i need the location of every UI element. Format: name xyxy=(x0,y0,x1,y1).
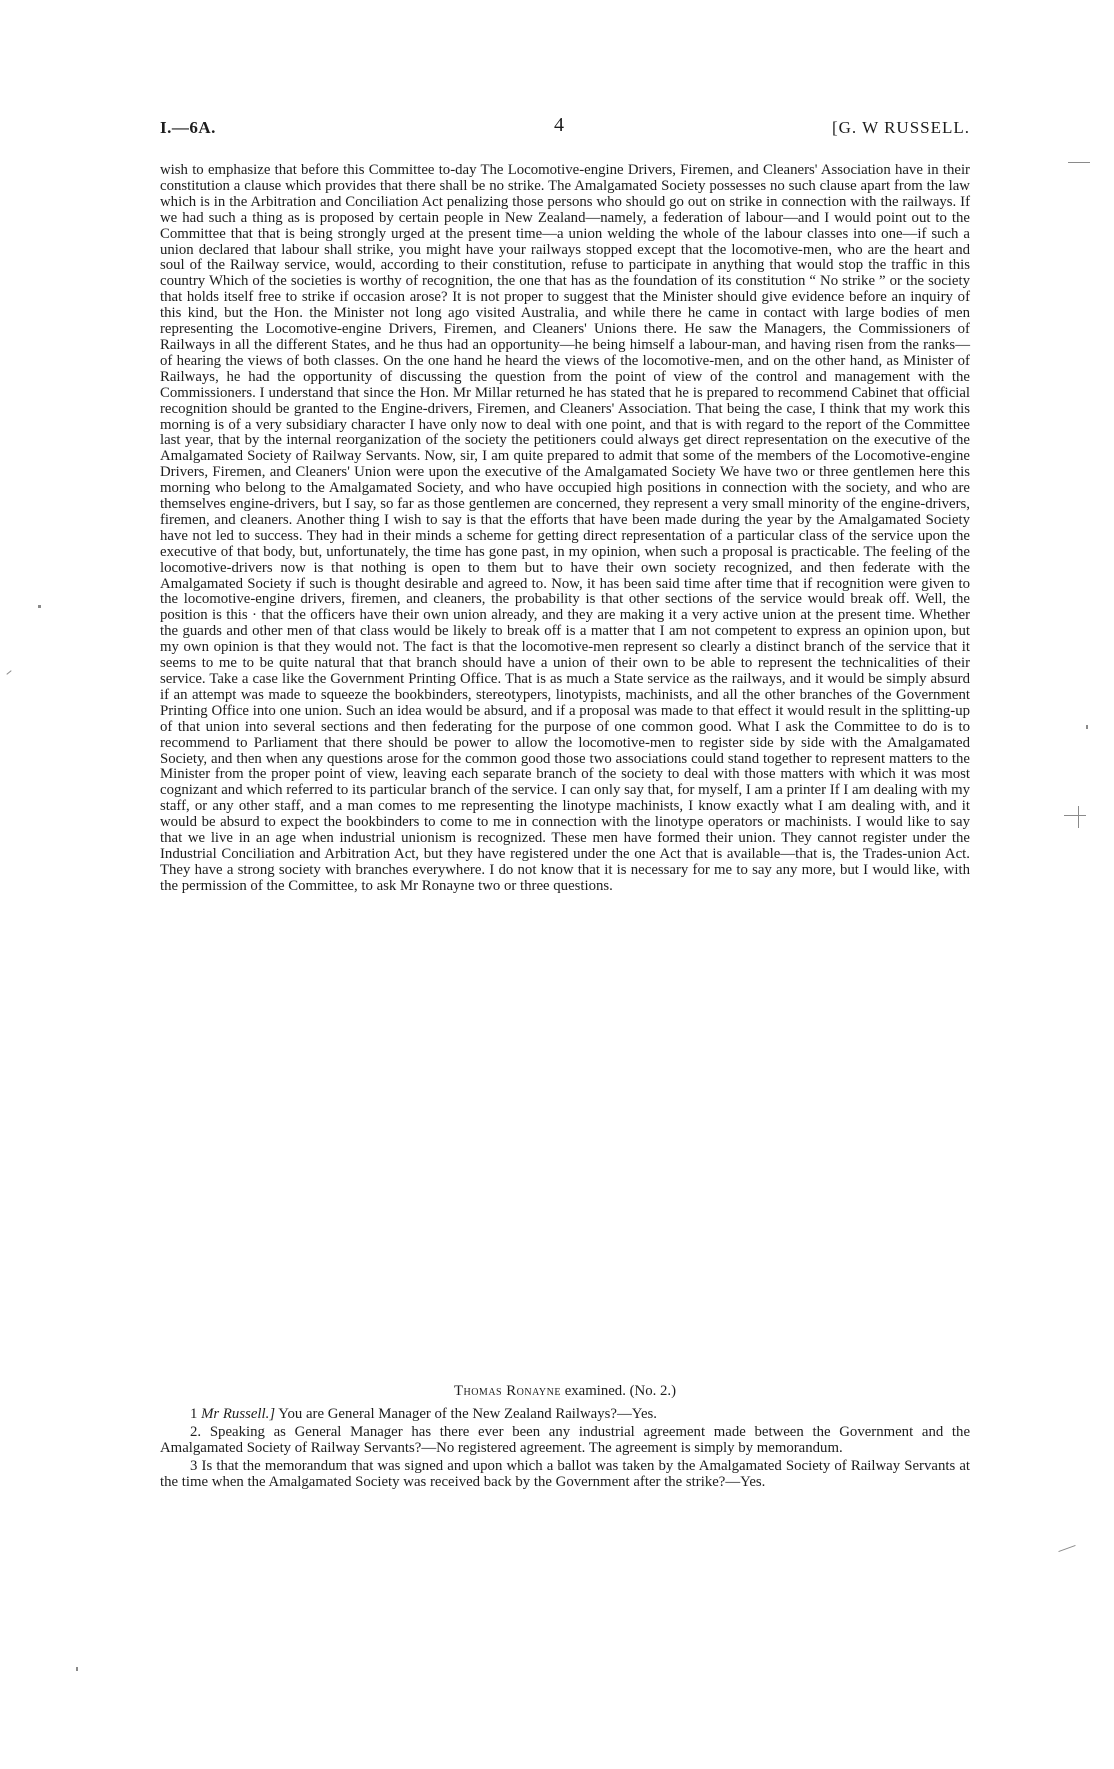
question-text: Speaking as General Manager has there ever been any industrial agreement made between the Government and the Amalgamated Society of Railway Servants?—No registered agreement. The agreement is simply by memorandum. xyxy=(160,1423,971,1456)
page-number: 4 xyxy=(554,114,565,136)
page-header xyxy=(160,114,970,144)
witness-name-header: [G. W RUSSELL. xyxy=(831,118,970,137)
statement-paragraph: wish to emphasize that before this Committee to-day The Locomotive-engine Drivers, Firemen, and Cleaners' Association have in their constitution a clause which provides that there shall be no strike. The Amalgamated Society possesses no such clause apart from the law which is in the Arbitration and Conciliation Act penalizing those persons who should go out on strike in connection with the railways. If we had such a thing as is proposed by certain people in New Zealand—namely, a federation of labour—and I would point out to the Committee that that is being strongly urged at the present time—a union welding the whole of the labour classes into one—if such a union declared that labour shall strike, you might have your railways stopped except that the locomotive-men, who are the heart and soul of the Railway service, would, according to their constitution, refuse to participate in anything that would stop the traffic in this country Which of the societies is worthy of recognition, the one that has as the foundation of its constitution “ No strike ” or the society that holds itself free to strike if occasion arose? It is not proper to suggest that the Minister should give evidence before an inquiry of this kind, but the Hon. the Minister not long ago visited Australia, and while there he came in contact with large bodies of men representing the Locomotive-engine Drivers, Firemen, and Cleaners' Unions there. He saw the Managers, the Commissioners of Railways in all the different States, and he thus had an opportunity—he being himself a labour-man, and having risen from the ranks—of hearing the views of both classes. On the one hand he heard the views of the locomotive-men, and on the other hand, as Minister of Railways, he had the opportunity of discussing the question from the point of view of the control and management with the Commissioners. I understand that since the Hon. Mr Millar returned he has stated that he is prepared to recommend Cabinet that official recognition should be granted to the Engine-drivers, Firemen, and Cleaners' Association. That being the case, I think that my work this morning is of a very subsidiary character I have only now to deal with one point, and that is with regard to the report of the Committee last year, that by the internal reorganization of the society the petitioners could always get direct representation on the executive of the Amalgamated Society of Railway Servants. Now, sir, I am quite prepared to admit that some of the members of the Locomotive-engine Drivers, Firemen, and Cleaners' Union were upon the executive of the Amalgamated Society We have two or three gentlemen here this morning who belong to the Amalgamated Society, and who have occupied high positions in connection with the society, and who are themselves engine-drivers, but I say, so far as those gentlemen are concerned, they represent a very small minority of the engine-drivers, firemen, and cleaners. Another thing I wish to say is that the efforts that have been made during the year by the Amalgamated Society have not led to success. They had in their minds a scheme for getting direct representation of a particular class of the service upon the executive of that body, but, unfortunately, the time has gone past, in my opinion, when such a proposal is practicable. The feeling of the locomotive-drivers now is that nothing is open to them but to have their own society recognized, and then federate with the Amalgamated Society if such is thought desirable and agreed to. Now, it has been said time after time that if recognition were given to the locomotive-engine drivers, firemen, and cleaners, the probability is that other sections of the service would break off. Well, the position is this · that the officers have their own union already, and they are making it a very active union at the present time. Whether the guards and other men of that class would be likely to break off is a matter that I am not competent to express an opinion upon, but my own opinion is that they would not. The fact is that the locomotive-men represent so clearly a distinct branch of the service that it seems to me to be quite natural that that branch should have a union of their own to be able to represent the technicalities of their service. Take a case like the Government Printing Office. That is as much a State service as the railways, and it would be simply absurd if an attempt was made to squeeze the bookbinders, stereotypers, linotypists, machinists, and all the other branches of the Government Printing Office into one union. Such an idea would be absurd, and if a proposal was made to that effect it would result in the splitting-up of that union into several sections and then federating for the purpose of one common good. What I ask the Committee to do is to recommend to Parliament that there should be power to allow the locomotive-men to register side by side with the Amalgamated Society, and then when any questions arose for the common good those two associations could stand together to represent matters to the Minister from the proper point of view, leaving each separate branch of the society to deal with those matters with which it was most cognizant and which referred to its particular branch of the service. I can only say that, for myself, I am a printer If I am dealing with my staff, or any other staff, and a man comes to me representing the linotype machinists, I know exactly what I am dealing with, and it would be absurd to expect the bookbinders to come to me in connection with the linotype operators or machinists. I would like to say that we live in an age when industrial unionism is recognized. These men have formed their union. They cannot register under the Industrial Conciliation and Arbitration Act, but they have registered under the one Act that is available—that is, the Trades-union Act. They have a strong society with branches everywhere. I do not know that it is necessary for me to say any more, but I would like, with the permission of the Committee, to ask Mr Ronayne two or three questions. xyxy=(160,162,970,894)
examination-heading xyxy=(160,1383,970,1400)
margin-mark xyxy=(38,605,41,608)
question-text: Is that the memorandum that was signed and upon which a ballot was taken by the Amalgamated Society of Railway Servants at the time when the Amalgamated Society was received back by the Government after the strike?—Yes. xyxy=(160,1457,970,1490)
document-reference: I.—6A. xyxy=(160,118,216,137)
margin-mark xyxy=(1064,815,1086,816)
margin-mark xyxy=(1078,806,1079,828)
question-text: You are General Manager of the New Zealand Railways?—Yes. xyxy=(278,1406,657,1422)
statement-body xyxy=(160,163,970,895)
margin-mark xyxy=(1058,1545,1075,1552)
margin-mark xyxy=(1086,725,1088,729)
margin-mark xyxy=(6,670,11,675)
question-speaker: Mr Russell.] xyxy=(201,1406,276,1422)
examination-label: examined. (No. 2.) xyxy=(564,1383,677,1399)
witness-name: Thomas Ronayne xyxy=(453,1383,561,1399)
question-item xyxy=(160,1459,970,1491)
question-item xyxy=(160,1425,970,1457)
question-number: 1 xyxy=(190,1406,198,1422)
question-number: 2. xyxy=(190,1423,202,1440)
questions-section xyxy=(160,1407,970,1493)
question-item xyxy=(160,1407,970,1423)
question-number: 3 xyxy=(190,1457,198,1474)
margin-mark xyxy=(1068,162,1090,163)
margin-mark xyxy=(76,1667,78,1671)
